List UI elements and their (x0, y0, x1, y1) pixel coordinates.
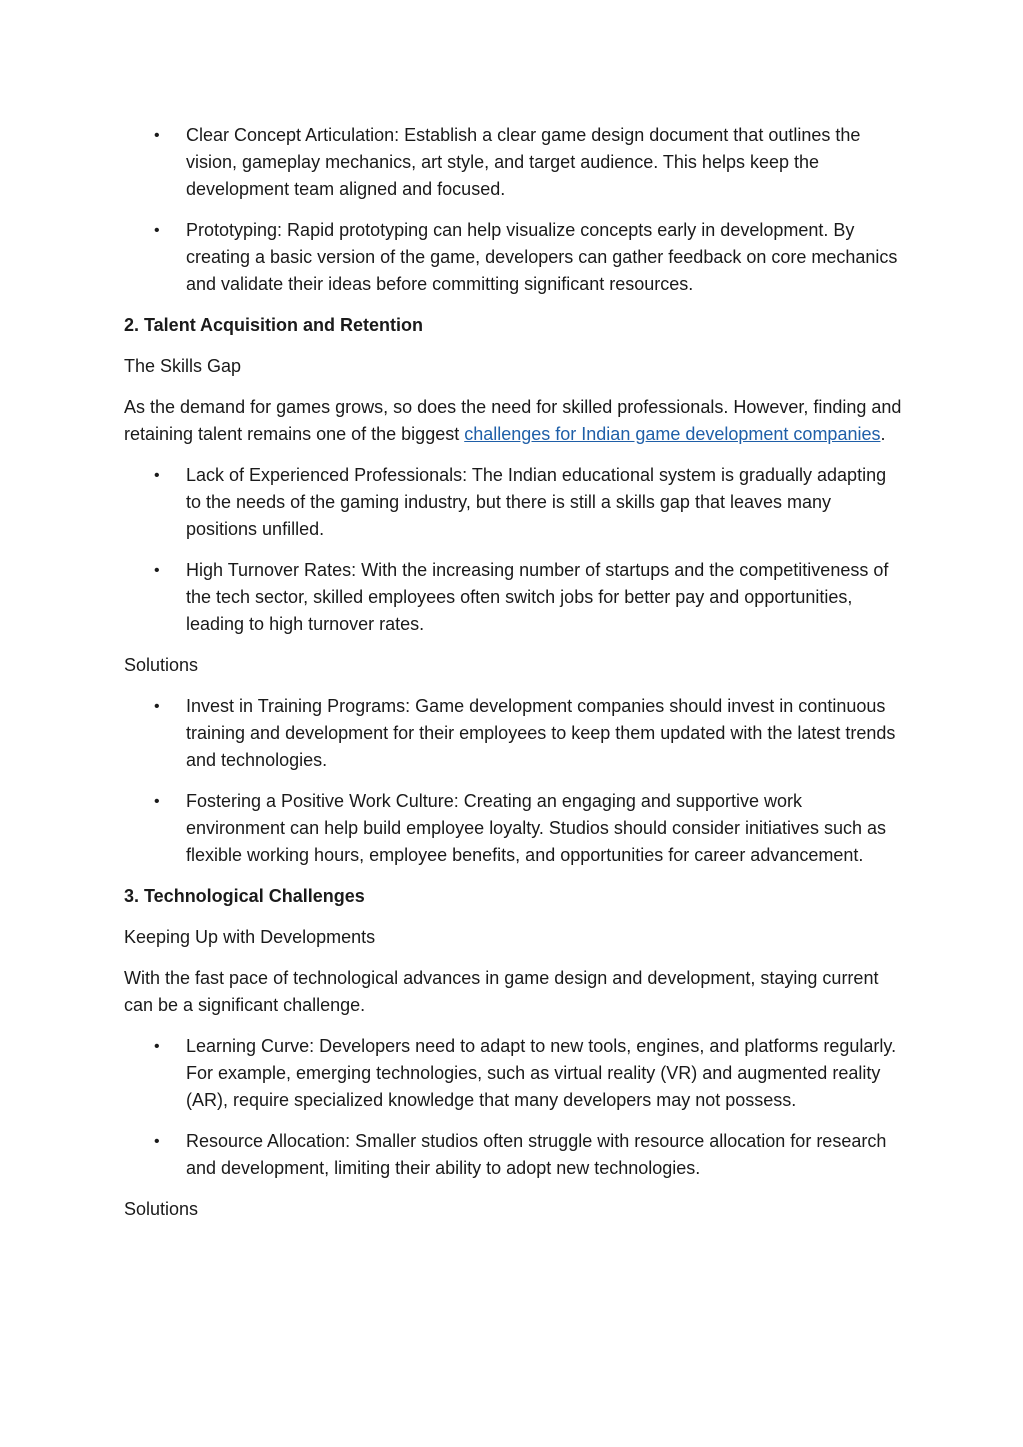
list-item: • Fostering a Positive Work Culture: Creating an engaging and supportive work environment can help build employee loyalty. Studios should consider initiatives such as flexible working hours, employee benefits, and opportunities for career advancement. (124, 788, 904, 869)
document-body (124, 122, 904, 1237)
bullet-icon: • (154, 1133, 160, 1150)
bullet-list-talent (124, 462, 904, 638)
bullet-icon: • (154, 793, 160, 810)
bullet-list-talent-solutions (124, 693, 904, 869)
list-item: • Lack of Experienced Professionals: The Indian educational system is gradually adapting to the needs of the gaming industry, but there is still a skills gap that leaves many positions unfilled. (124, 462, 904, 543)
solutions-label: Solutions (124, 1199, 199, 1219)
list-item: • Prototyping: Rapid prototyping can help visualize concepts early in development. By creating a basic version of the game, developers can gather feedback on core mechanics and validate their ideas before committing significant resources. (124, 217, 904, 298)
paragraph-fast-pace: With the fast pace of technological advances in game design and development, staying current can be a significant challenge. (124, 968, 879, 1015)
bullet-icon: • (154, 1038, 160, 1055)
subheading-keeping-up: Keeping Up with Developments (124, 927, 376, 947)
paragraph-demand: As the demand for games grows, so does the need for skilled professionals. However, finding and retaining talent remains one of the biggest challenges for Indian game development companies. (124, 397, 902, 444)
bullet-icon: • (154, 222, 160, 239)
list-item: • Learning Curve: Developers need to adapt to new tools, engines, and platforms regularly. For example, emerging technologies, such as virtual reality (VR) and augmented reality (AR), require specialized knowledge that many developers may not possess. (124, 1033, 904, 1114)
subheading-skills-gap: The Skills Gap (124, 356, 242, 376)
list-item: • Clear Concept Articulation: Establish a clear game design document that outlines the vision, gameplay mechanics, art style, and target audience. This helps keep the development team aligned and focused. (124, 122, 904, 203)
bullet-icon: • (154, 698, 160, 715)
bullet-icon: • (154, 562, 160, 579)
bullet-list-concept (124, 122, 904, 298)
bullet-icon: • (154, 467, 160, 484)
list-item: • High Turnover Rates: With the increasing number of startups and the competitiveness of the tech sector, skilled employees often switch jobs for better pay and opportunities, leading to high turnover rates. (124, 557, 904, 638)
solutions-label: Solutions (124, 655, 199, 675)
bullet-list-tech (124, 1033, 904, 1182)
section-heading-tech: 3. Technological Challenges (124, 886, 365, 906)
section-heading-talent: 2. Talent Acquisition and Retention (124, 315, 424, 335)
list-item: • Resource Allocation: Smaller studios often struggle with resource allocation for research and development, limiting their ability to adopt new technologies. (124, 1128, 904, 1182)
list-item: • Invest in Training Programs: Game development companies should invest in continuous training and development for their employees to keep them updated with the latest trends and technologies. (124, 693, 904, 774)
challenges-link[interactable]: challenges for Indian game development companies (464, 424, 881, 444)
bullet-icon: • (154, 127, 160, 144)
